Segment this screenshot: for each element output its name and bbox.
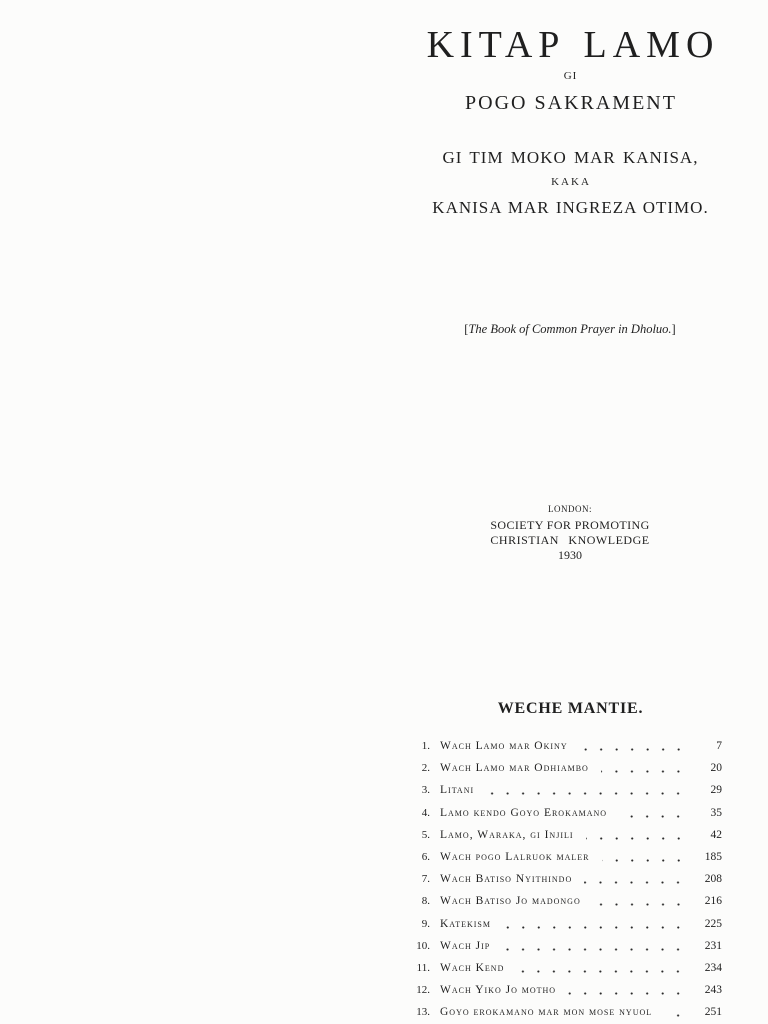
contents-entry [400, 1001, 722, 1023]
dot-leader [580, 735, 686, 757]
dot-leader [593, 890, 686, 912]
entry-page: 208 [704, 873, 722, 886]
entry-page: 243 [704, 984, 722, 997]
entry-page: 225 [704, 917, 722, 930]
entry-number: 8. [421, 895, 430, 908]
dot-leader [568, 979, 686, 1001]
entry-number: 10. [416, 939, 430, 952]
contents-entry [400, 757, 722, 779]
entry-number: 11. [416, 961, 430, 974]
entry-title: Wach Batiso Jo madongo [440, 895, 581, 908]
dot-leader [503, 913, 686, 935]
book-subtitle: POGO SAKRAMENT [465, 92, 677, 114]
contents-entry [400, 868, 722, 890]
entry-title: Wach Jip [440, 939, 491, 952]
dot-leader [502, 935, 686, 957]
imprint-year: 1930 [558, 548, 582, 562]
dot-leader [584, 868, 686, 890]
open-bracket: [ [464, 322, 469, 336]
contents-entry [400, 846, 722, 868]
close-bracket: ] [671, 322, 676, 336]
entry-page: 234 [704, 961, 722, 974]
entry-title: Lamo, Waraka, gi Injili [440, 828, 574, 841]
dot-leader [516, 957, 686, 979]
entry-number: 9. [421, 917, 430, 930]
contents-entry [400, 890, 722, 912]
dot-leader [601, 757, 686, 779]
subtitle-line-2: KANISA MAR INGREZA OTIMO. [432, 198, 709, 217]
entry-title: Wach pogo Lalruok maler [440, 850, 590, 863]
entry-page: 42 [710, 828, 722, 841]
entry-number: 12. [416, 984, 430, 997]
entry-number: 13. [416, 1006, 430, 1019]
entry-number: 1. [421, 740, 430, 752]
dot-leader [486, 779, 686, 801]
contents-entry [400, 802, 722, 824]
contents-entry [400, 957, 722, 979]
entry-page: 35 [710, 806, 722, 819]
entry-title: Wach Lamo mar Okiny [440, 740, 568, 752]
entry-page: 7 [716, 740, 722, 752]
entry-title: Wach Kend [440, 961, 505, 974]
entry-number: 5. [421, 828, 430, 841]
entry-title: Katekism [440, 917, 491, 930]
dot-leader [586, 824, 686, 846]
entry-page: 231 [704, 939, 722, 952]
entry-title: Wach Lamo mar Odhiambo [440, 762, 589, 775]
entry-page: 20 [710, 762, 722, 775]
book-title: KITAP LAMO [426, 24, 720, 66]
contents-list [400, 735, 722, 1023]
entry-title: Litani [440, 784, 475, 797]
entry-title: Lamo kendo Goyo Erokamano [440, 806, 608, 819]
imprint-city: LONDON: [548, 504, 592, 514]
entry-number: 6. [421, 850, 430, 863]
subtitle-line-1: GI TIM MOKO MAR KANISA, [442, 148, 699, 167]
contents-entry [400, 913, 722, 935]
entry-page: 251 [704, 1006, 722, 1019]
entry-number: 2. [421, 762, 430, 775]
dot-leader [602, 846, 686, 868]
english-title [400, 323, 740, 336]
kaka-connector: KAKA [551, 176, 591, 188]
entry-number: 4. [421, 806, 430, 819]
dot-leader [664, 1001, 686, 1023]
contents-entry [400, 935, 722, 957]
entry-title: Wach Yiko Jo motho [440, 984, 557, 997]
publisher-line-1: SOCIETY FOR PROMOTING [490, 518, 650, 532]
contents-entry [400, 824, 722, 846]
contents-entry [400, 779, 722, 801]
contents-heading: WECHE MANTIE. [497, 700, 644, 717]
english-title-text: The Book of Common Prayer in Dholuo. [468, 322, 672, 336]
entry-title: Goyo erokamano mar mon mose nyuol [440, 1006, 653, 1019]
entry-page: 29 [710, 784, 722, 797]
publisher-line-2: CHRISTIAN KNOWLEDGE [490, 533, 650, 547]
entry-number: 7. [421, 873, 430, 886]
contents-entry [400, 735, 722, 757]
entry-number: 3. [421, 784, 430, 797]
dot-leader [619, 802, 686, 824]
entry-page: 185 [704, 850, 722, 863]
entry-page: 216 [704, 895, 722, 908]
gi-connector: GI [563, 70, 578, 82]
contents-entry [400, 979, 722, 1001]
entry-title: Wach Batiso Nyithindo [440, 873, 573, 886]
